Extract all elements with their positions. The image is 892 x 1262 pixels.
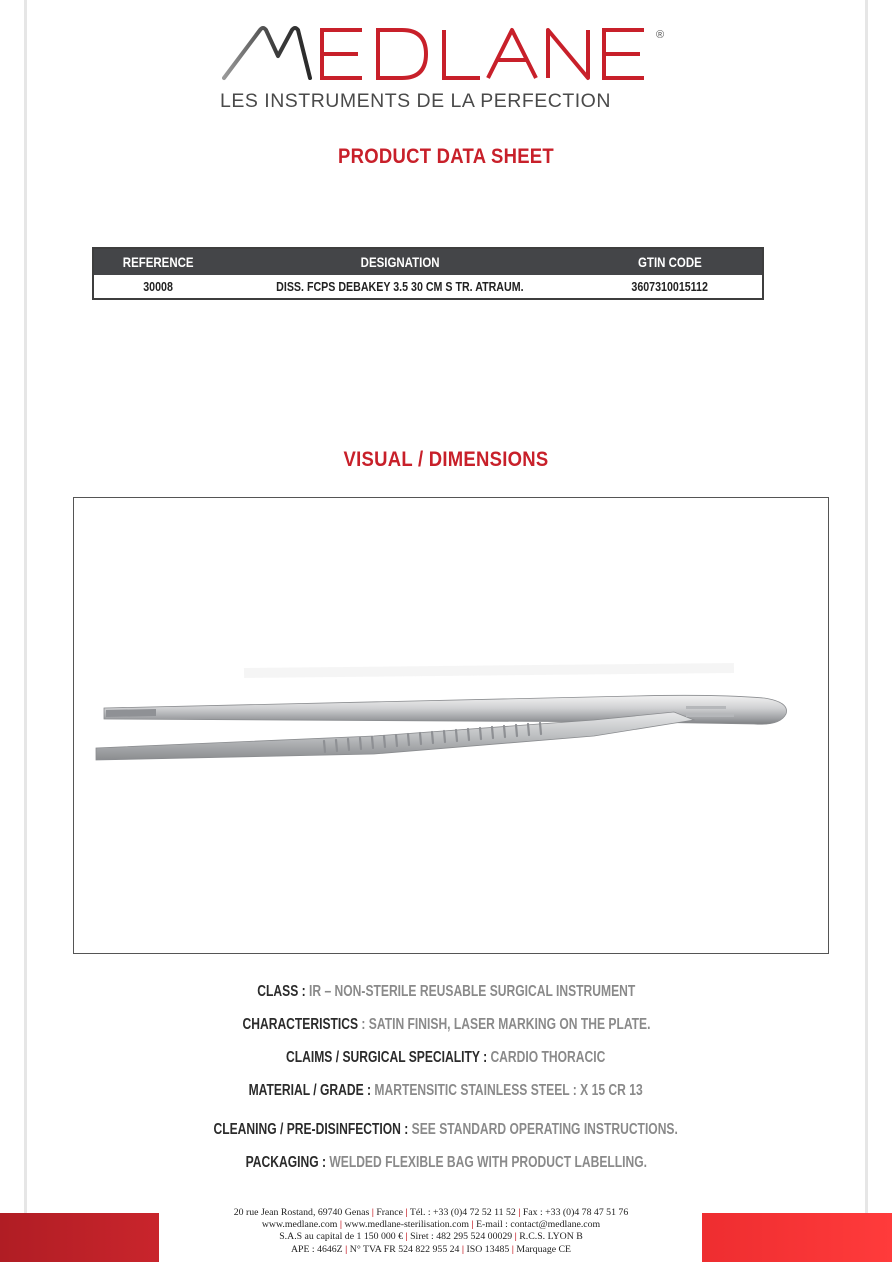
visual-dimensions-title: VISUAL / DIMENSIONS <box>343 448 549 471</box>
spec-class: CLASS : IR – NON-STERILE REUSABLE SURGICAL INSTRUMENT <box>257 983 635 1000</box>
spec-claims: CLAIMS / SURGICAL SPECIALITY : CARDIO THORACIC <box>286 1049 606 1066</box>
visual-frame <box>73 497 829 954</box>
footer-contact <box>170 1207 692 1256</box>
cell-reference: 30008 <box>93 275 223 299</box>
brand-tagline: LES INSTRUMENTS DE LA PERFECTION <box>220 90 611 112</box>
spec-characteristics: CHARACTERISTICS : SATIN FINISH, LASER MARKING ON THE PLATE. <box>242 1016 650 1033</box>
footer-company-line: S.A.S au capital de 1 150 000 € | Siret : 482 295 524 00029 | R.C.S. LYON B <box>279 1231 583 1243</box>
footer-bar-right <box>702 1213 892 1262</box>
table-row <box>93 275 763 299</box>
cell-designation: DISS. FCPS DEBAKEY 3.5 30 CM S TR. ATRAUM. <box>223 275 577 299</box>
footer-registration-line: APE : 4646Z | N° TVA FR 524 822 955 24 | ISO 13485 | Marquage CE <box>290 1243 572 1255</box>
website-link[interactable]: www.medlane.com <box>261 1219 338 1231</box>
footer-address-line: 20 rue Jean Rostand, 69740 Genas | France | Tél. : +33 (0)4 72 52 11 52 | Fax : +33 (0)4 78 47 51 76 <box>233 1207 629 1218</box>
sterilisation-website-link[interactable]: www.medlane-sterilisation.com <box>344 1219 469 1231</box>
footer-bar-left <box>0 1213 159 1262</box>
forceps-image <box>74 498 830 955</box>
medlane-logo <box>222 26 672 86</box>
spec-cleaning: CLEANING / PRE-DISINFECTION : SEE STANDARD OPERATING INSTRUCTIONS. <box>213 1121 679 1138</box>
svg-text:®: ® <box>656 29 665 41</box>
product-data-sheet-title: PRODUCT DATA SHEET <box>338 145 554 168</box>
header-designation: DESIGNATION <box>223 248 577 275</box>
table-header-row <box>93 248 763 275</box>
header-gtin-code: GTIN CODE <box>577 248 763 275</box>
cell-gtin-code: 3607310015112 <box>577 275 763 299</box>
footer-web-line: www.medlane.com | www.medlane-sterilisation.com | E-mail : contact@medlane.com <box>261 1219 601 1231</box>
header-reference: REFERENCE <box>93 248 223 275</box>
email-link[interactable]: E-mail : contact@medlane.com <box>476 1219 601 1231</box>
spec-packaging: PACKAGING : WELDED FLEXIBLE BAG WITH PRODUCT LABELLING. <box>245 1154 647 1171</box>
reference-table <box>92 247 764 300</box>
spec-material: MATERIAL / GRADE : MARTENSITIC STAINLESS STEEL : X 15 CR 13 <box>248 1082 644 1099</box>
